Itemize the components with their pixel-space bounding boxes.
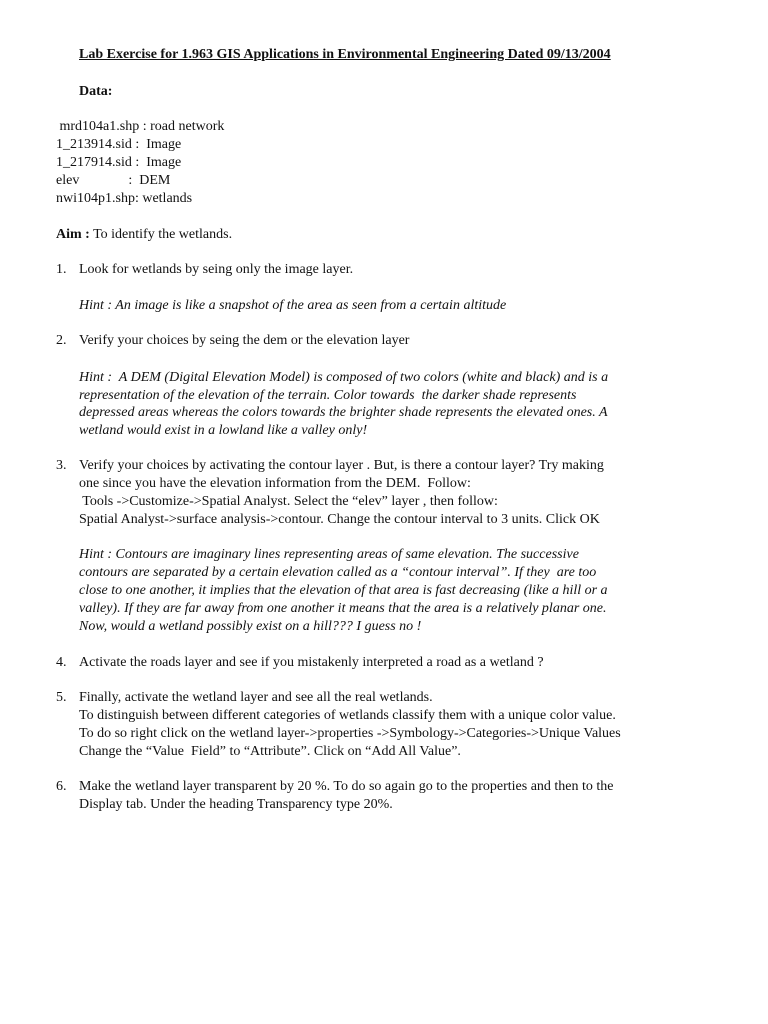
data-item: 1_217914.sid : Image xyxy=(56,155,182,170)
hint-line: valley). If they are far away from one another it means that the area is a relatively planar one. xyxy=(79,601,607,616)
step-line: Activate the roads layer and see if you mistakenly interpreted a road as a wetland ? xyxy=(79,655,544,670)
hint-line: Now, would a wetland possibly exist on a hill??? I guess no ! xyxy=(79,619,422,634)
hint-line: Hint : An image is like a snapshot of the area as seen from a certain altitude xyxy=(79,298,507,313)
hint-line: depressed areas whereas the colors towards the brighter shade represents the elevated ones. A xyxy=(79,405,608,420)
step-line: Change the “Value Field” to “Attribute”. Click on “Add All Value”. xyxy=(79,744,461,759)
data-item: nwi104p1.shp: wetlands xyxy=(56,191,193,206)
step-number: 2. xyxy=(56,333,67,348)
step-line: Look for wetlands by seing only the image layer. xyxy=(79,262,354,277)
step-line: Display tab. Under the heading Transparency type 20%. xyxy=(79,797,393,812)
hint-line: close to one another, it implies that the elevation of that area is fast decreasing (like a hill or a xyxy=(79,583,608,598)
step-number: 6. xyxy=(56,779,67,794)
step-line: To distinguish between different categories of wetlands classify them with a unique color value. xyxy=(79,708,616,723)
hint-line: wetland would exist in a lowland like a valley only! xyxy=(79,423,368,438)
aim-text: To identify the wetlands. xyxy=(89,227,233,242)
step-line: Verify your choices by activating the contour layer . But, is there a contour layer? Try making xyxy=(79,458,604,473)
data-heading: Data: xyxy=(79,84,113,99)
data-item: mrd104a1.shp : road network xyxy=(56,119,225,134)
step-line: Make the wetland layer transparent by 20 %. To do so again go to the properties and then to the xyxy=(79,779,614,794)
step-number: 4. xyxy=(56,655,67,670)
step-number: 3. xyxy=(56,458,67,473)
hint-line: Hint : Contours are imaginary lines representing areas of same elevation. The successive xyxy=(79,547,579,562)
step-line: Verify your choices by seing the dem or the elevation layer xyxy=(79,333,410,348)
step-line: one since you have the elevation information from the DEM. Follow: xyxy=(79,476,471,491)
step-line: To do so right click on the wetland layer->properties ->Symbology->Categories->Unique Values xyxy=(79,726,621,741)
step-line: Tools ->Customize->Spatial Analyst. Select the “elev” layer , then follow: xyxy=(79,494,498,509)
step-line: Finally, activate the wetland layer and see all the real wetlands. xyxy=(79,690,433,705)
data-item: 1_213914.sid : Image xyxy=(56,137,182,152)
aim-line xyxy=(56,226,232,244)
data-item: elev : DEM xyxy=(56,173,171,188)
hint-line: representation of the elevation of the terrain. Color towards the darker shade represents xyxy=(79,388,577,403)
hint-line: Hint : A DEM (Digital Elevation Model) is composed of two colors (white and black) and is a xyxy=(79,370,609,385)
step-number: 5. xyxy=(56,690,67,705)
aim-label: Aim : xyxy=(56,227,90,242)
document-title: Lab Exercise for 1.963 GIS Applications in Environmental Engineering Dated 09/13/2004 xyxy=(79,47,611,62)
step-line: Spatial Analyst->surface analysis->contour. Change the contour interval to 3 units. Click OK xyxy=(79,512,600,527)
hint-line: contours are separated by a certain elevation called as a “contour interval”. If they are too xyxy=(79,565,597,580)
step-number: 1. xyxy=(56,262,67,277)
